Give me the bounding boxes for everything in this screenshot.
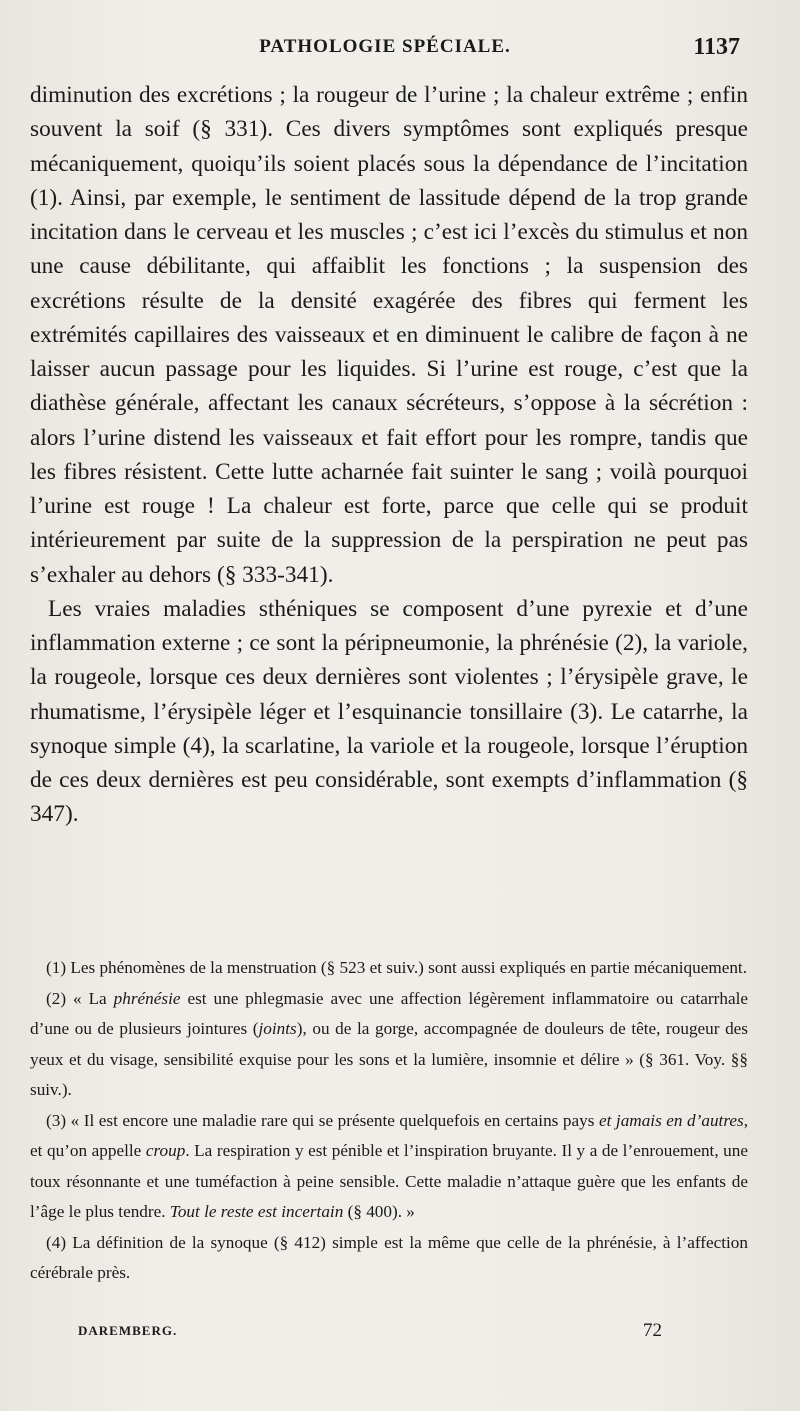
footnotes <box>30 953 748 1289</box>
running-title: PATHOLOGIE SPÉCIALE. <box>259 36 511 57</box>
sheet-number: 72 <box>643 1320 662 1341</box>
footnote-4: (4) La définition de la synoque (§ 412) simple est la même que celle de la phrénésie, à l’affection cérébrale près. <box>30 1232 748 1282</box>
paragraph: Les vraies maladies sthéniques se composent d’une pyrexie et d’une inflammation externe ; ce sont la péripneumonie, la phrénésie (2), la variole, la rougeole, lorsque ces deux dernières sont violentes ; l’érysipèle grave, le rhumatisme, l’érysipèle léger et l’esquinancie tonsillaire (3). Le catarrhe, la synoque simple (4), la scarlatine, la variole et la rougeole, lorsque l’éruption de ces deux dernières est peu considérable, sont exempts d’inflammation (§ 347). <box>30 595 748 828</box>
footnote-1: (1) Les phénomènes de la menstruation (§ 523 et suiv.) sont aussi expliqués en partie mécaniquement. <box>46 958 747 977</box>
page-number: 1137 <box>693 34 740 60</box>
footnote-2: (2) « La phrénésie est une phlegmasie avec une affection légèrement inflammatoire ou catarrhale d’une ou de plusieurs jointures (joints), ou de la gorge, accompagnée de douleurs de tête, rougeur des yeux et du visage, sensibilité exquise pour les sons et la lumière, insomnie et délire » (§ 361. Voy. §§ suiv.). <box>30 988 748 1099</box>
printer-signature: DAREMBERG. <box>78 1323 178 1338</box>
paragraph: diminution des excrétions ; la rougeur de l’urine ; la chaleur extrême ; enfin souvent la soif (§ 331). Ces divers symptômes sont expliqués presque mécaniquement, quoiqu’ils soient placés sous la dépendance de l’incitation (1). Ainsi, par exemple, le sentiment de lassitude dépend de la trop grande incitation dans le cerveau et les muscles ; c’est ici l’excès du stimulus et non une cause débilitante, qui affaiblit les fonctions ; la suspension des excrétions résulte de la densité exagérée des fibres qui ferment les extrémités capillaires des vaisseaux et en diminuent le calibre de façon à ne laisser aucun passage pour les liquides. Si l’urine est rouge, c’est que la diathèse générale, affectant les canaux sécréteurs, s’oppose à la sécrétion : alors l’urine distend les vaisseaux et fait effort pour les rompre, tandis que les fibres résistent. Cette lutte acharnée fait suinter le sang ; voilà pourquoi l’urine est rouge ! La chaleur est forte, parce que celle qui se produit intérieurement par suite de la suppression de la perspiration ne peut pas s’exhaler au dehors (§ 333-341). <box>30 82 748 588</box>
footnote-3: (3) « Il est encore une maladie rare qui se présente quelquefois en certains pays et jamais en d’autres, et qu’on appelle croup. La respiration y est pénible et l’inspiration bruyante. Il y a de l’enrouement, une toux résonnante et une tuméfaction à peine sensible. Cette maladie n’attaque guère que les enfants de l’âge le plus tendre. Tout le reste est incertain (§ 400). » <box>30 1110 749 1221</box>
main-text <box>30 78 748 832</box>
running-head <box>30 36 740 66</box>
